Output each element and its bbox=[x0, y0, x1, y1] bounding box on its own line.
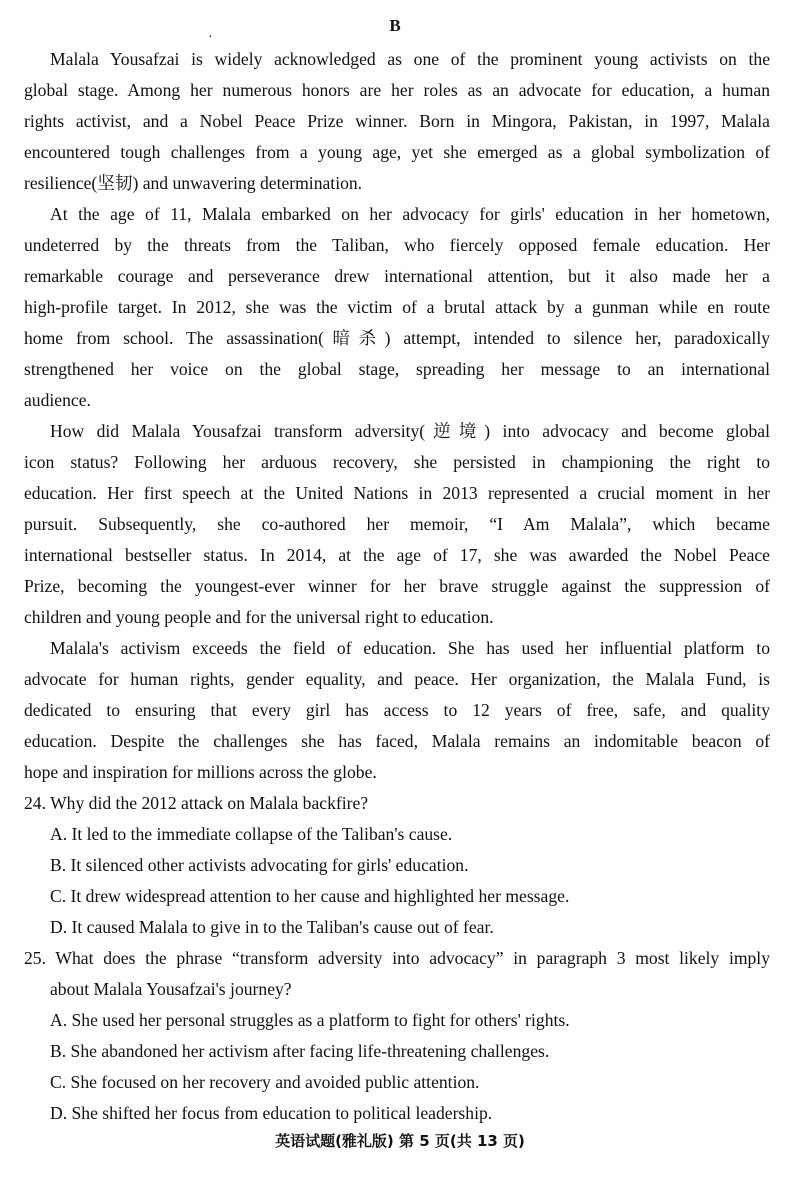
answer-option[interactable]: C. She focused on her recovery and avoided public attention. bbox=[50, 1072, 480, 1092]
paragraph-line: pursuit. Subsequently, she co-authored her memoir, “I Am Malala”, which became bbox=[24, 514, 770, 534]
paragraph-line: undeterred by the threats from the Taliban, who fiercely opposed female education. Her bbox=[24, 235, 770, 255]
answer-option[interactable]: A. She used her personal struggles as a platform to fight for others' rights. bbox=[50, 1010, 570, 1030]
paragraph-line: Malala Yousafzai is widely acknowledged as one of the prominent young activists on the bbox=[50, 49, 770, 69]
answer-option[interactable]: C. It drew widespread attention to her cause and highlighted her message. bbox=[50, 886, 570, 906]
answer-option[interactable]: D. It caused Malala to give in to the Taliban's cause out of fear. bbox=[50, 917, 494, 937]
paragraph-line: audience. bbox=[24, 390, 91, 410]
paragraph-line: strengthened her voice on the global stage, spreading her message to an international bbox=[24, 359, 770, 379]
paragraph-line: education. Her first speech at the United Nations in 2013 represented a crucial moment in her bbox=[24, 483, 770, 503]
paragraph-line: resilience(坚韧) and unwavering determination. bbox=[24, 173, 363, 193]
answer-option[interactable]: A. It led to the immediate collapse of the Taliban's cause. bbox=[50, 824, 453, 844]
page-footer: 英语试题(雅礼版) 第 5 页(共 13 页) bbox=[275, 1132, 525, 1150]
paragraph-line: Prize, becoming the youngest-ever winner for her brave struggle against the suppression of bbox=[24, 576, 770, 596]
answer-option[interactable]: B. It silenced other activists advocating for girls' education. bbox=[50, 855, 469, 875]
paragraph-line: How did Malala Yousafzai transform adversity(逆境) into advocacy and become global bbox=[50, 421, 770, 441]
question-stem: 24. Why did the 2012 attack on Malala backfire? bbox=[24, 793, 369, 813]
paragraph-line: remarkable courage and perseverance drew international attention, but it also made her a bbox=[24, 266, 770, 286]
paragraph-line: high-profile target. In 2012, she was the victim of a brutal attack by a gunman while en route bbox=[24, 297, 770, 317]
paragraph-line: encountered tough challenges from a young age, yet she emerged as a global symbolization of bbox=[24, 142, 770, 162]
paragraph-line: At the age of 11, Malala embarked on her advocacy for girls' education in her hometown, bbox=[50, 204, 770, 224]
paragraph-line: hope and inspiration for millions across the globe. bbox=[24, 762, 377, 782]
answer-option[interactable]: D. She shifted her focus from education to political leadership. bbox=[50, 1103, 493, 1123]
paragraph-line: international bestseller status. In 2014, at the age of 17, she was awarded the Nobel Peace bbox=[24, 545, 770, 565]
paragraph-line: home from school. The assassination(暗杀) attempt, intended to silence her, paradoxically bbox=[24, 328, 770, 348]
paragraph-line: advocate for human rights, gender equality, and peace. Her organization, the Malala Fund, is bbox=[24, 669, 770, 689]
stray-mark: · bbox=[208, 30, 213, 45]
paragraph-line: dedicated to ensuring that every girl has access to 12 years of free, safe, and quality bbox=[24, 700, 770, 720]
paragraph-line: rights activist, and a Nobel Peace Prize winner. Born in Mingora, Pakistan, in 1997, Malala bbox=[24, 111, 770, 131]
passage-content bbox=[24, 45, 770, 1130]
paragraph-line: Malala's activism exceeds the field of education. She has used her influential platform to bbox=[50, 638, 770, 658]
section-title: B bbox=[389, 16, 401, 35]
paragraph-line: children and young people and for the universal right to education. bbox=[24, 607, 494, 627]
paragraph-line: education. Despite the challenges she has faced, Malala remains an indomitable beacon of bbox=[24, 731, 770, 751]
paragraph-line: icon status? Following her arduous recovery, she persisted in championing the right to bbox=[24, 452, 770, 472]
paragraph-line: global stage. Among her numerous honors are her roles as an advocate for education, a human bbox=[24, 80, 770, 100]
question-stem: about Malala Yousafzai's journey? bbox=[50, 979, 292, 999]
question-stem: 25. What does the phrase “transform adversity into advocacy” in paragraph 3 most likely imply bbox=[24, 948, 770, 968]
answer-option[interactable]: B. She abandoned her activism after facing life-threatening challenges. bbox=[50, 1041, 550, 1061]
